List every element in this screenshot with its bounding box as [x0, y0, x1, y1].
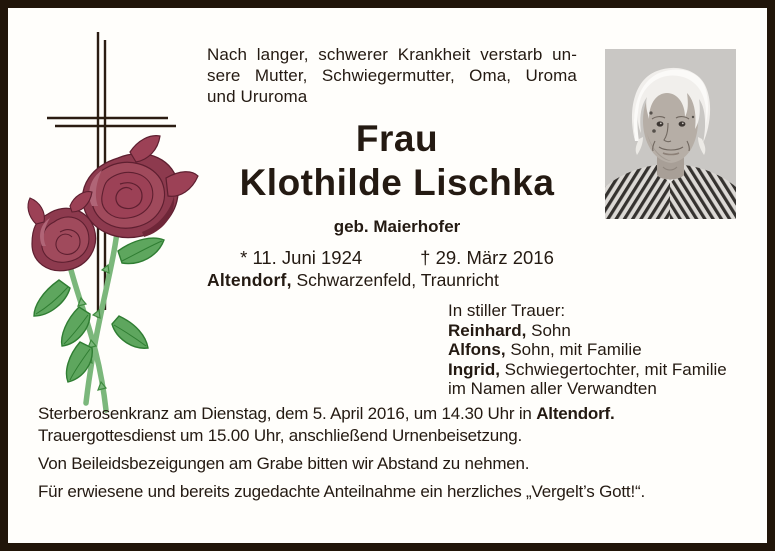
maiden-name: geb. Maierhofer [333, 217, 461, 236]
roses-icon [28, 136, 198, 410]
cross-and-roses-illustration [26, 18, 221, 428]
mourner-line [448, 340, 727, 360]
deceased-name: Klothilde Lischka [239, 162, 555, 203]
mourner-name: Reinhard, [448, 320, 527, 340]
intro-line: Nach langer, schwerer Krankheit verstarb un- [207, 45, 577, 64]
life-dates [197, 247, 597, 269]
birth-date: * 11. Juni 1924 [240, 247, 363, 268]
mourner-line [448, 360, 727, 380]
intro-line: sere Mutter, Schwiegermutter, Oma, Uroma [207, 66, 577, 85]
funeral-line: Trauergottesdienst um 15.00 Uhr, anschließend Urnenbeisetzung. [38, 426, 523, 445]
mourning-block [448, 301, 727, 399]
mourning-closing: im Namen aller Verwandten [448, 379, 657, 398]
mourner-name: Ingrid, [448, 359, 500, 379]
rosary-line [38, 404, 615, 424]
mourner-name: Alfons, [448, 340, 506, 359]
places-line [207, 270, 499, 291]
rosary-text: Sterberosenkranz am Dienstag, dem 5. April 2016, um 14.30 Uhr in [38, 404, 537, 423]
intro-line: und Ururoma [207, 87, 308, 106]
place-primary: Altendorf, [207, 270, 292, 290]
mourner-relation: Sohn, mit Familie [505, 340, 642, 359]
mourner-relation: Schwiegertochter, mit Familie [499, 359, 727, 379]
places-rest: Schwarzenfeld, Traunricht [291, 270, 499, 290]
portrait-photo [605, 49, 736, 219]
rosary-place: Altendorf. [536, 404, 615, 423]
death-date: † 29. März 2016 [420, 247, 554, 268]
intro-paragraph [207, 44, 577, 107]
mourner-line [448, 321, 727, 341]
mourner-relation: Sohn [526, 320, 571, 340]
mourning-heading: In stiller Trauer: [448, 301, 566, 320]
thanks-line: Für erwiesene und bereits zugedachte Anteilnahme ein herzliches „Vergelt’s Gott!“. [38, 482, 645, 501]
condolence-note-line: Von Beileidsbezeigungen am Grabe bitten wir Abstand zu nehmen. [38, 454, 530, 473]
salutation: Frau [355, 118, 439, 159]
deceased-block [197, 118, 597, 269]
